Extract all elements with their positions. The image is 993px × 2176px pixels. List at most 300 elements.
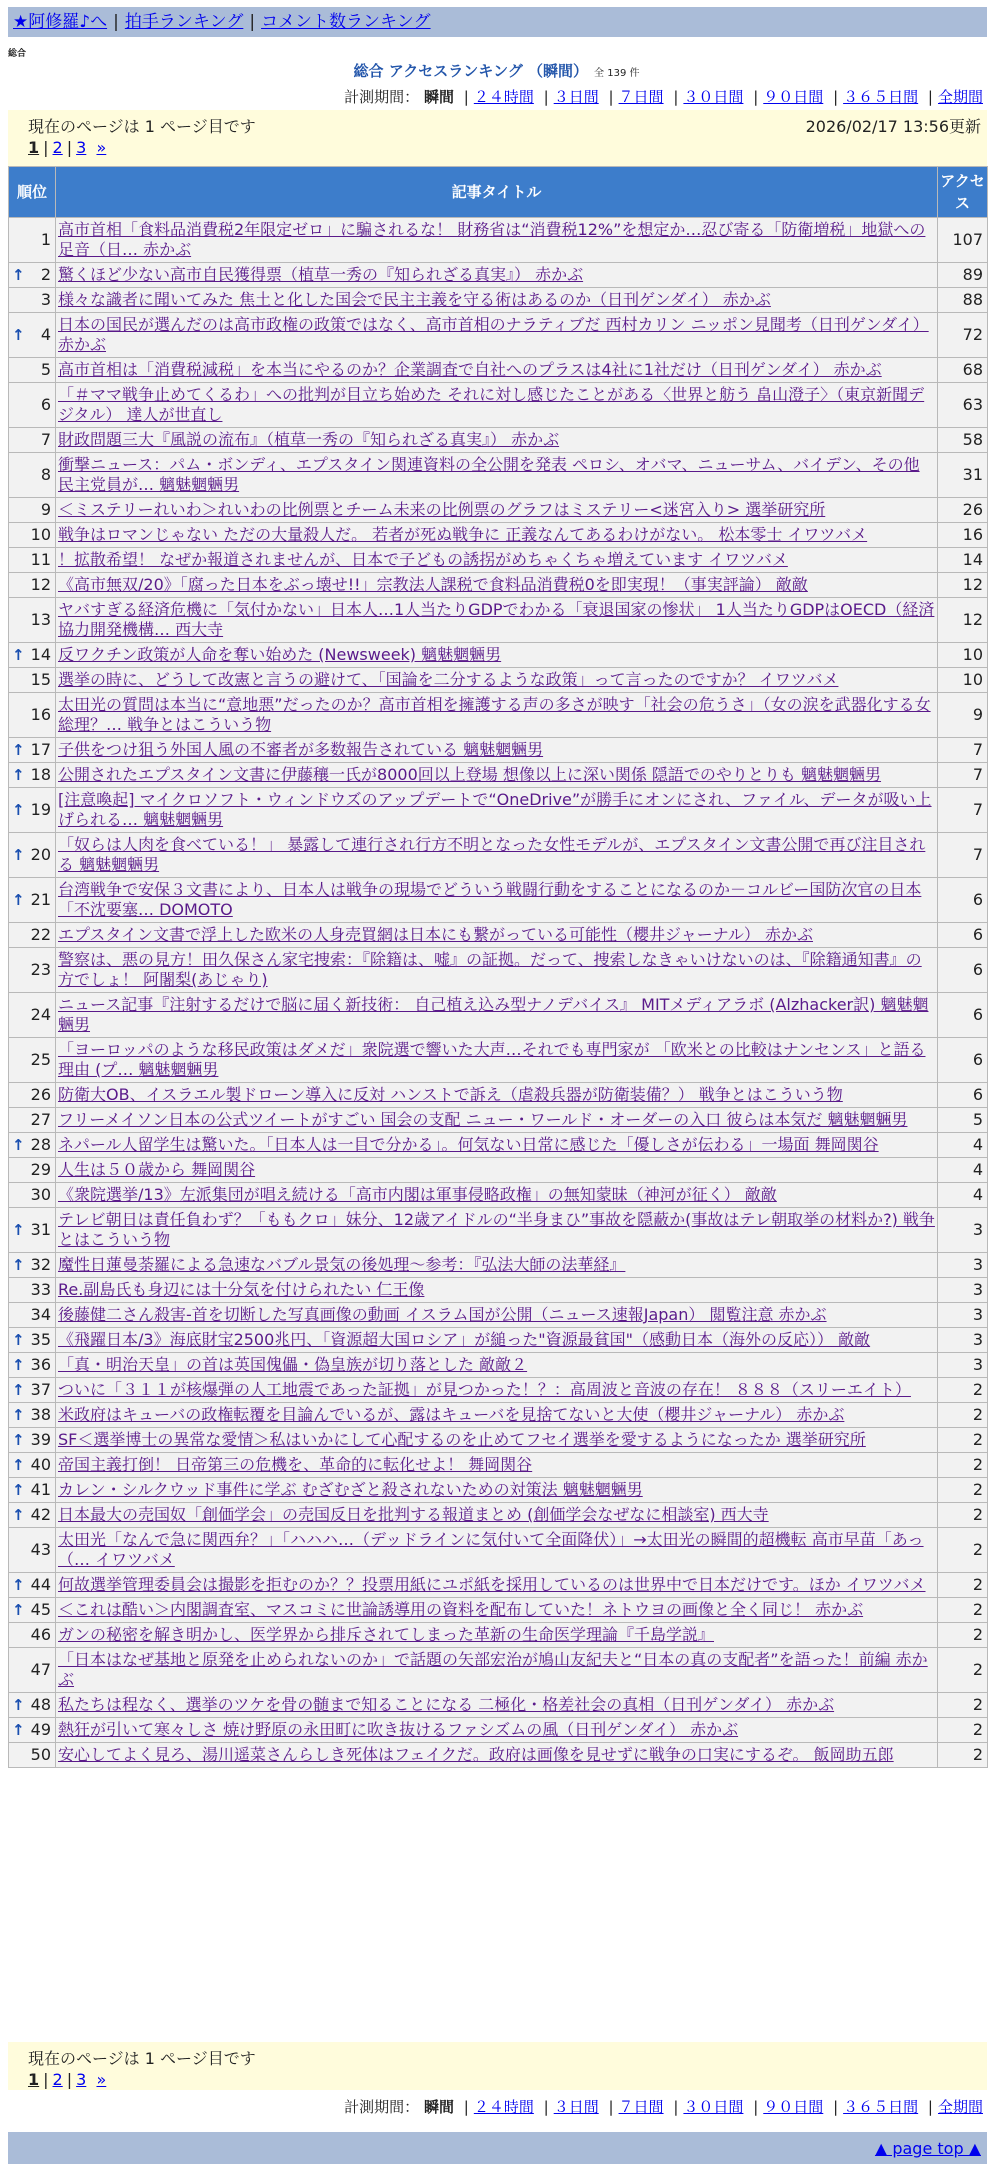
- period-link-all[interactable]: 全期間: [937, 88, 983, 106]
- period-link-7d-bottom[interactable]: ７日間: [618, 2098, 664, 2116]
- article-title-link[interactable]: ガンの秘密を解き明かし、医学界から排斥されてしまった革新の生命医学理論『千島学説』: [58, 1625, 715, 1644]
- table-row: [9, 738, 988, 763]
- rank-up-arrow-icon: ↑: [12, 646, 25, 664]
- rank-cell: [9, 1038, 56, 1083]
- rank-cell: [9, 1208, 56, 1253]
- period-link-3d-bottom[interactable]: ３日間: [553, 2098, 599, 2116]
- rank-cell: [9, 1743, 56, 1768]
- period-selector-top: 計測期間： 瞬間 | ２４時間 | ３日間 | ７日間 | ３０日間 | ９０日間 | ３６５日間 | 全期間: [344, 88, 983, 106]
- rank-number: 21: [30, 890, 51, 909]
- category-label: 総合: [8, 49, 27, 59]
- title-cell: [56, 598, 938, 643]
- access-count: 3: [938, 1303, 988, 1328]
- table-row: [9, 573, 988, 598]
- pagination-next[interactable]: »: [96, 138, 107, 157]
- title-cell: [56, 453, 938, 498]
- period-link-90d-bottom[interactable]: ９０日間: [763, 2098, 824, 2116]
- article-title-link[interactable]: ＜ミステリーれいわ＞れいわの比例票とチーム未来の比例票のグラフはミステリー<迷宮入り> 選挙研究所: [58, 500, 826, 519]
- article-title-link[interactable]: カレン・シルクウッド事件に学ぶ むざむざと殺されないための対策法 魑魅魍魎男: [58, 1480, 643, 1499]
- period-selector-bottom: 計測期間： 瞬間 | ２４時間 | ３日間 | ７日間 | ３０日間 | ９０日間 | ３６５日間 | 全期間: [344, 2098, 983, 2116]
- article-title-link[interactable]: 高市首相「食料品消費税2年限定ゼロ」に騙されるな！ 財務省は“消費税12%”を想定か…忍び寄る「防衛増税」地獄への足音（日… 赤かぶ: [58, 220, 926, 259]
- ranking-table-body: [9, 218, 988, 1768]
- rank-up-arrow-icon: ↑: [12, 741, 25, 759]
- article-title-link[interactable]: ！拡散希望！ なぜか報道されませんが、日本で子どもの誘拐がめちゃくちゃ増えています イワツバメ: [58, 550, 788, 569]
- article-title-link[interactable]: 魔性日蓮曼荼羅による急速なバブル景気の後処理～参考：『弘法大師の法華経』: [58, 1255, 626, 1274]
- rank-cell: [9, 1083, 56, 1108]
- article-title-link[interactable]: 警察は、悪の見方！田久保さん家宅捜索：『除籍は、嘘』の証拠。だって、捜索しなきゃいけないのは、『除籍通知書』の方でしょ！ 阿闍梨(あじゃり): [58, 950, 922, 989]
- article-title-link[interactable]: 熱狂が引いて寒々しさ 焼け野原の永田町に吹き抜けるファシズムの風（日刊ゲンダイ） 赤かぶ: [58, 1720, 739, 1739]
- article-title-link[interactable]: ＜これは酷い＞内閣調査室、マスコミに世論誘導用の資料を配布していた！ネトウヨの画像と全く同じ！ 赤かぶ: [58, 1600, 864, 1619]
- access-count: 14: [938, 548, 988, 573]
- rank-cell: [9, 1133, 56, 1158]
- rank-cell: [9, 573, 56, 598]
- article-title-link[interactable]: ヤバすぎる経済危機に「気付かない」日本人…1人当たりGDPでわかる「衰退国家の惨状」 1人当たりGDPはOECD（経済協力開発機構… 西大寺: [58, 600, 935, 639]
- pagination-link-2[interactable]: 2: [52, 138, 63, 157]
- article-title-link[interactable]: エプスタイン文書で浮上した欧米の人身売買網は日本にも繋がっている可能性（櫻井ジャーナル） 赤かぶ: [58, 925, 814, 944]
- pagination-link-3[interactable]: 3: [76, 138, 87, 157]
- access-count: 10: [938, 643, 988, 668]
- pagination-top: 1 | 2 | 3 »: [28, 138, 107, 157]
- period-label: 計測期間：: [344, 88, 420, 106]
- access-count: 2: [938, 1623, 988, 1648]
- page-info-box-top: [8, 110, 987, 166]
- pagination-link-2-bottom[interactable]: 2: [52, 2070, 63, 2089]
- period-link-7d[interactable]: ７日間: [618, 88, 664, 106]
- period-label-bottom: 計測期間：: [344, 2098, 420, 2116]
- article-title-link[interactable]: 後藤健二さん殺害-首を切断した写真画像の動画 イスラム国が公開（ニュース速報Japan） 閲覧注意 赤かぶ: [58, 1305, 827, 1324]
- top-nav-bar: ★阿修羅♪へ | 拍手ランキング | コメント数ランキング: [8, 7, 987, 37]
- rank-cell: [9, 833, 56, 878]
- title-cell: [56, 1133, 938, 1158]
- rank-number: 45: [30, 1600, 51, 1619]
- title-cell: [56, 313, 938, 358]
- rank-cell: [9, 498, 56, 523]
- rank-cell: [9, 1693, 56, 1718]
- rank-cell: [9, 923, 56, 948]
- rank-number: 32: [30, 1255, 51, 1274]
- table-row: [9, 1503, 988, 1528]
- rank-cell: [9, 763, 56, 788]
- table-row: [9, 1278, 988, 1303]
- title-cell: [56, 668, 938, 693]
- article-title-link[interactable]: 「ヨーロッパのような移民政策はダメだ」衆院選で響いた大声…それでも専門家が 「欧米との比較はナンセンス」と語る理由 (プ… 魑魅魍魎男: [58, 1040, 926, 1079]
- article-title-link[interactable]: テレビ朝日は責任負わず？「ももクロ」妹分、12歳アイドルの“半身まひ”事故を隠蔽か(事故はテレ朝取挙の材料か?) 戦争とはこういう物: [58, 1210, 935, 1249]
- title-cell: [56, 1623, 938, 1648]
- title-cell: [56, 948, 938, 993]
- access-count: 6: [938, 923, 988, 948]
- rank-cell: [9, 693, 56, 738]
- title-cell: [56, 1453, 938, 1478]
- rank-cell: [9, 1253, 56, 1278]
- access-count: 12: [938, 598, 988, 643]
- access-count: 26: [938, 498, 988, 523]
- access-count: 31: [938, 453, 988, 498]
- updated-timestamp: 2026/02/17 13:56更新: [805, 117, 981, 136]
- table-row: [9, 993, 988, 1038]
- access-count: 16: [938, 523, 988, 548]
- rank-number: 8: [40, 465, 51, 484]
- rank-up-arrow-icon: ↑: [12, 766, 25, 784]
- rank-number: 16: [30, 705, 51, 724]
- table-row: [9, 498, 988, 523]
- rank-cell: [9, 1353, 56, 1378]
- title-cell: [56, 1743, 938, 1768]
- period-link-3d[interactable]: ３日間: [553, 88, 599, 106]
- rank-cell: [9, 1623, 56, 1648]
- rank-up-arrow-icon: ↑: [12, 1431, 25, 1449]
- article-title-link[interactable]: Re.副島氏も身辺には十分気を付けられたい 仁王像: [58, 1280, 425, 1299]
- table-row: [9, 1353, 988, 1378]
- rank-number: 6: [40, 395, 51, 414]
- rank-cell: [9, 1303, 56, 1328]
- title-cell: [56, 1278, 938, 1303]
- rank-cell: [9, 288, 56, 313]
- rank-number: 44: [30, 1575, 51, 1594]
- rank-number: 38: [30, 1405, 51, 1424]
- rank-cell: [9, 1503, 56, 1528]
- article-title-link[interactable]: 驚くほど少ない高市自民獲得票（植草一秀の『知られざる真実』） 赤かぶ: [58, 265, 584, 284]
- article-title-link[interactable]: 《飛躍日本/3》海底財宝2500兆円、「資源超大国ロシア」が縋った"資源最貧国"（感動日本（海外の反応）） 敵敵: [58, 1330, 871, 1349]
- article-title-link[interactable]: 米政府はキューバの政権転覆を目論んでいるが、露はキューバを見捨てないと大使（櫻井ジャーナル） 赤かぶ: [58, 1405, 845, 1424]
- title-cell: [56, 1158, 938, 1183]
- article-title-link[interactable]: 財政問題三大『風説の流布』（植草一秀の『知られざる真実』） 赤かぶ: [58, 430, 560, 449]
- rank-number: 10: [30, 525, 51, 544]
- article-title-link[interactable]: 戦争はロマンじゃない ただの大量殺人だ。 若者が死ぬ戦争に 正義なんてあるわけがない。 松本零士 イワツバメ: [58, 525, 868, 544]
- applause-ranking-link[interactable]: 拍手ランキング: [124, 12, 244, 32]
- rank-up-arrow-icon: ↑: [12, 801, 25, 819]
- access-count: 4: [938, 1133, 988, 1158]
- article-title-link[interactable]: 日本最大の売国奴「創価学会」の売国反日を批判する報道まとめ (創価学会なぜなに相談室) 西大寺: [58, 1505, 769, 1524]
- title-cell: [56, 1403, 938, 1428]
- pagination-link-3-bottom[interactable]: 3: [76, 2070, 87, 2089]
- article-title-link[interactable]: 「＃ママ戦争止めてくるわ」への批判が目立ち始めた それに対し感じたことがある〈世界と舫う 畠山澄子〉（東京新聞デジタル） 達人が世直し: [58, 385, 925, 424]
- title-cell: [56, 358, 938, 383]
- table-row: [9, 1038, 988, 1083]
- access-count: 2: [938, 1503, 988, 1528]
- rank-up-arrow-icon: ↑: [12, 266, 25, 284]
- access-count: 2: [938, 1428, 988, 1453]
- article-title-link[interactable]: フリーメイソン日本の公式ツイートがすごい 国会の支配 ニュー・ワールド・オーダーの入口 彼らは本気だ 魑魅魍魎男: [58, 1110, 908, 1129]
- table-row: [9, 288, 988, 313]
- rank-number: 23: [30, 960, 51, 979]
- period-link-365d-bottom[interactable]: ３６５日間: [843, 2098, 919, 2116]
- rank-cell: [9, 1183, 56, 1208]
- title-cell: [56, 1253, 938, 1278]
- title-cell: [56, 1038, 938, 1083]
- rank-up-arrow-icon: ↑: [12, 1576, 25, 1594]
- rank-number: 22: [30, 925, 51, 944]
- rank-number: 4: [40, 325, 51, 344]
- rank-number: 3: [40, 290, 51, 309]
- rank-cell: [9, 1378, 56, 1403]
- access-count: 3: [938, 1353, 988, 1378]
- pagination-next-bottom[interactable]: »: [96, 2070, 107, 2089]
- title-cell: [56, 1328, 938, 1353]
- rank-cell: [9, 383, 56, 428]
- rank-cell: [9, 548, 56, 573]
- ranking-table: [8, 166, 988, 1768]
- access-count: 3: [938, 1253, 988, 1278]
- header-access: アクセス: [938, 167, 988, 218]
- rank-up-arrow-icon: ↑: [12, 1221, 25, 1239]
- table-row: [9, 1453, 988, 1478]
- rank-cell: [9, 878, 56, 923]
- rank-cell: [9, 523, 56, 548]
- period-link-24h[interactable]: ２４時間: [473, 88, 534, 106]
- rank-number: 17: [30, 740, 51, 759]
- rank-up-arrow-icon: ↑: [12, 1356, 25, 1374]
- article-title-link[interactable]: 様々な識者に聞いてみた 焦土と化した国会で民主主義を守る術はあるのか（日刊ゲンダイ） 赤かぶ: [58, 290, 771, 309]
- title-cell: [56, 1208, 938, 1253]
- home-link[interactable]: ★阿修羅♪へ: [13, 12, 108, 32]
- article-title-link[interactable]: 日本の国民が選んだのは高市政権の政策ではなく、高市首相のナラティブだ 西村カリン ニッポン見聞考（日刊ゲンダイ） 赤かぶ: [58, 315, 929, 354]
- rank-cell: [9, 1428, 56, 1453]
- rank-cell: [9, 1158, 56, 1183]
- title-cell: [56, 788, 938, 833]
- access-count: 12: [938, 573, 988, 598]
- table-row: [9, 668, 988, 693]
- access-count: 6: [938, 878, 988, 923]
- title-cell: [56, 1648, 938, 1693]
- article-title-link[interactable]: 公開されたエプスタイン文書に伊藤穰一氏が8000回以上登場 想像以上に深い関係 隠語でのやりとりも 魑魅魍魎男: [58, 765, 882, 784]
- rank-number: 9: [40, 500, 51, 519]
- rank-cell: [9, 788, 56, 833]
- rank-cell: [9, 453, 56, 498]
- table-row: [9, 1133, 988, 1158]
- table-row: [9, 263, 988, 288]
- article-title-link[interactable]: 太田光の質問は本当に“意地悪”だったのか？高市首相を擁護する声の多さが映す「社会の危うさ」（女の涙を武器化する女総理？… 戦争とはこういう物: [58, 695, 931, 734]
- access-count: 2: [938, 1743, 988, 1768]
- rank-number: 1: [40, 230, 51, 249]
- rank-cell: [9, 1598, 56, 1623]
- total-count: 全 139 件: [594, 68, 640, 79]
- table-row: [9, 1573, 988, 1598]
- article-title-link[interactable]: [注意喚起] マイクロソフト・ウィンドウズのアップデートで“OneDrive”が勝手にオンにされ、ファイル、データが吸い上げられる… 魑魅魍魎男: [58, 790, 932, 829]
- rank-up-arrow-icon: ↑: [12, 1136, 25, 1154]
- rank-cell: [9, 1278, 56, 1303]
- title-cell: [56, 383, 938, 428]
- article-title-link[interactable]: 人生は５０歳から 舞岡関谷: [58, 1160, 256, 1179]
- access-count: 7: [938, 833, 988, 878]
- access-count: 3: [938, 1208, 988, 1253]
- rank-number: 20: [30, 845, 51, 864]
- article-title-link[interactable]: ニュース記事『注射するだけで脳に届く新技術： 自己植え込み型ナノデバイス』 MITメディアラボ (Alzhacker訳) 魑魅魍魎男: [58, 995, 929, 1034]
- access-count: 68: [938, 358, 988, 383]
- table-row: [9, 1403, 988, 1428]
- article-title-link[interactable]: 《衆院選挙/13》左派集団が唱え続ける「高市内閣は軍事侵略政権」の無知蒙昧（神河が征く） 敵敵: [58, 1185, 777, 1204]
- rank-number: 46: [30, 1625, 51, 1644]
- rank-number: 41: [30, 1480, 51, 1499]
- article-title-link[interactable]: 「真・明治天皇」の首は英国傀儡・偽皇族が切り落とした 敵敵２: [58, 1355, 528, 1374]
- access-count: 9: [938, 693, 988, 738]
- table-row: [9, 1183, 988, 1208]
- page-title-text: 総合 アクセスランキング （瞬間）: [353, 62, 589, 80]
- article-title-link[interactable]: 「奴らは人肉を食べている！」 暴露して連行され行方不明となった女性モデルが、エプスタイン文書公開で再び注目される 魑魅魍魎男: [58, 835, 926, 874]
- title-cell: [56, 738, 938, 763]
- table-row: [9, 313, 988, 358]
- title-cell: [56, 693, 938, 738]
- pagination-bottom: 1 | 2 | 3 »: [28, 2070, 107, 2089]
- rank-cell: [9, 1573, 56, 1598]
- period-link-90d[interactable]: ９０日間: [763, 88, 824, 106]
- access-count: 2: [938, 1693, 988, 1718]
- period-current-bottom: 瞬間: [423, 2098, 454, 2116]
- article-title-link[interactable]: 私たちは程なく、選挙のツケを骨の髄まで知ることになる 二極化・格差社会の真相（日刊ゲンダイ） 赤かぶ: [58, 1695, 835, 1714]
- access-count: 6: [938, 1083, 988, 1108]
- article-title-link[interactable]: SF＜選挙博士の異常な愛情＞私はいかにして心配するのを止めてフセイ選挙を愛するようになったか 選挙研究所: [58, 1430, 866, 1449]
- access-count: 2: [938, 1718, 988, 1743]
- table-row: [9, 1693, 988, 1718]
- access-count: 3: [938, 1278, 988, 1303]
- period-link-30d-bottom[interactable]: ３０日間: [683, 2098, 744, 2116]
- table-row: [9, 548, 988, 573]
- table-header-row: [9, 167, 988, 218]
- rank-number: 29: [30, 1160, 51, 1179]
- title-cell: [56, 1478, 938, 1503]
- page-info-text-bottom: 現在のページは 1 ページ目です: [28, 2049, 256, 2068]
- rank-cell: [9, 948, 56, 993]
- table-row: [9, 833, 988, 878]
- rank-number: 47: [30, 1660, 51, 1679]
- title-cell: [56, 498, 938, 523]
- table-row: [9, 428, 988, 453]
- period-link-30d[interactable]: ３０日間: [683, 88, 744, 106]
- rank-up-arrow-icon: ↑: [12, 326, 25, 344]
- article-title-link[interactable]: 衝撃ニュース：パム・ボンディ、エプスタイン関連資料の全公開を発表 ペロシ、オバマ、ニューサム、バイデン、その他民主党員が… 魑魅魍魎男: [58, 455, 920, 494]
- period-link-all-bottom[interactable]: 全期間: [937, 2098, 983, 2116]
- rank-number: 42: [30, 1505, 51, 1524]
- article-title-link[interactable]: 台湾戦争で安保３文書により、日本人は戦争の現場でどういう戦闘行動をすることになるのか－コルビー国防次官の日本「不沈要塞… DOMOTO: [58, 880, 922, 919]
- rank-up-arrow-icon: ↑: [12, 1696, 25, 1714]
- rank-number: 19: [30, 800, 51, 819]
- title-cell: [56, 523, 938, 548]
- period-link-365d[interactable]: ３６５日間: [843, 88, 919, 106]
- access-count: 58: [938, 428, 988, 453]
- access-count: 2: [938, 1528, 988, 1573]
- access-count: 6: [938, 1038, 988, 1083]
- rank-cell: [9, 1478, 56, 1503]
- table-row: [9, 923, 988, 948]
- access-count: 2: [938, 1648, 988, 1693]
- title-cell: [56, 763, 938, 788]
- table-row: [9, 948, 988, 993]
- rank-number: 49: [30, 1720, 51, 1739]
- rank-cell: [9, 598, 56, 643]
- article-title-link[interactable]: 帝国主義打倒！ 日帝第三の危機を、革命的に転化せよ！ 舞岡関谷: [58, 1455, 533, 1474]
- access-count: 10: [938, 668, 988, 693]
- rank-number: 33: [30, 1280, 51, 1299]
- period-current: 瞬間: [423, 88, 454, 106]
- rank-number: 34: [30, 1305, 51, 1324]
- access-count: 5: [938, 1108, 988, 1133]
- table-row: [9, 1303, 988, 1328]
- title-cell: [56, 573, 938, 598]
- article-title-link[interactable]: 何故選挙管理委員会は撮影を拒むのか？？投票用紙にユポ紙を採用しているのは世界中で日本だけです。ほか イワツバメ: [58, 1575, 926, 1594]
- table-row: [9, 1743, 988, 1768]
- page-top-link[interactable]: ▲ page top ▲: [874, 2139, 981, 2158]
- rank-number: 40: [30, 1455, 51, 1474]
- rank-cell: [9, 263, 56, 288]
- title-cell: [56, 1503, 938, 1528]
- table-row: [9, 1648, 988, 1693]
- rank-cell: [9, 1718, 56, 1743]
- table-row: [9, 1158, 988, 1183]
- rank-up-arrow-icon: ↑: [12, 1721, 25, 1739]
- page-info-text: 現在のページは 1 ページ目です: [28, 117, 256, 136]
- article-title-link[interactable]: 「日本はなぜ基地と原発を止められないのか」で話題の矢部宏治が鳩山友紀夫と“日本の真の支配者”を語った！前編 赤かぶ: [58, 1650, 928, 1689]
- article-title-link[interactable]: 選挙の時に、どうして改憲と言うの避けて、「国論を二分するような政策」って言ったのですか？ イワツバメ: [58, 670, 839, 689]
- rank-cell: [9, 1403, 56, 1428]
- article-title-link[interactable]: 《高市無双/20》「腐った日本をぶっ壊せ!!」宗教法人課税で食料品消費税0を即実現！（事実評論） 敵敵: [58, 575, 808, 594]
- pagination-current-bottom: 1: [28, 2070, 40, 2089]
- comment-ranking-link[interactable]: コメント数ランキング: [261, 12, 431, 32]
- title-cell: [56, 218, 938, 263]
- article-title-link[interactable]: 安心してよく見ろ、湯川遥菜さんらしき死体はフェイクだ。政府は画像を見せずに戦争の口実にするぞ。 飯岡助五郎: [58, 1745, 894, 1764]
- title-cell: [56, 1598, 938, 1623]
- rank-cell: [9, 428, 56, 453]
- table-row: [9, 218, 988, 263]
- rank-number: 5: [40, 360, 51, 379]
- access-count: 6: [938, 948, 988, 993]
- period-link-24h-bottom[interactable]: ２４時間: [473, 2098, 534, 2116]
- rank-up-arrow-icon: ↑: [12, 891, 25, 909]
- article-title-link[interactable]: ネパール人留学生は驚いた。「日本人は一目で分かる」。何気ない日常に感じた「優しさが伝わる」一場面 舞岡関谷: [58, 1135, 879, 1154]
- table-row: [9, 598, 988, 643]
- article-title-link[interactable]: 防衛大OB、イスラエル製ドローン導入に反対 ハンストで訴え（虐殺兵器が防衛装備？） 戦争とはこういう物: [58, 1085, 843, 1104]
- title-cell: [56, 1083, 938, 1108]
- pagination-current: 1: [28, 138, 40, 157]
- title-cell: [56, 263, 938, 288]
- table-row: [9, 1208, 988, 1253]
- rank-up-arrow-icon: ↑: [12, 1381, 25, 1399]
- article-title-link[interactable]: 反ワクチン政策が人命を奪い始めた (Newsweek) 魑魅魍魎男: [58, 645, 502, 664]
- rank-cell: [9, 1328, 56, 1353]
- access-count: 7: [938, 738, 988, 763]
- rank-number: 31: [30, 1220, 51, 1239]
- article-title-link[interactable]: 高市首相は「消費税減税」を本当にやるのか？企業調査で自社へのプラスは4社に1社だけ（日刊ゲンダイ） 赤かぶ: [58, 360, 882, 379]
- table-row: [9, 1328, 988, 1353]
- table-row: [9, 453, 988, 498]
- table-row: [9, 1478, 988, 1503]
- rank-cell: [9, 313, 56, 358]
- article-title-link[interactable]: ついに「３１１が核爆弾の人工地震であった証拠」が見つかった！？：高周波と音波の存在！ ８８８（スリーエイト）: [58, 1380, 911, 1399]
- rank-up-arrow-icon: ↑: [12, 1601, 25, 1619]
- rank-cell: [9, 1453, 56, 1478]
- rank-number: 50: [30, 1745, 51, 1764]
- rank-cell: [9, 643, 56, 668]
- rank-number: 37: [30, 1380, 51, 1399]
- access-count: 2: [938, 1453, 988, 1478]
- access-count: 7: [938, 763, 988, 788]
- table-row: [9, 358, 988, 383]
- rank-cell: [9, 218, 56, 263]
- access-count: 2: [938, 1403, 988, 1428]
- access-count: 2: [938, 1378, 988, 1403]
- access-count: 4: [938, 1183, 988, 1208]
- title-cell: [56, 548, 938, 573]
- access-count: 4: [938, 1158, 988, 1183]
- rank-up-arrow-icon: ↑: [12, 1506, 25, 1524]
- article-title-link[interactable]: 太田光「なんで急に関西弁？」「ハハハ…（デッドラインに気付いて全面降伏）」→太田光の瞬間的超機転 高市早苗「あっ（… イワツバメ: [58, 1530, 924, 1569]
- rank-number: 14: [30, 645, 51, 664]
- title-cell: [56, 643, 938, 668]
- table-row: [9, 1718, 988, 1743]
- header-title: 記事タイトル: [56, 167, 938, 218]
- rank-number: 13: [30, 610, 51, 629]
- rank-number: 48: [30, 1695, 51, 1714]
- article-title-link[interactable]: 子供をつけ狙う外国人風の不審者が多数報告されている 魑魅魍魎男: [58, 740, 544, 759]
- rank-cell: [9, 1108, 56, 1133]
